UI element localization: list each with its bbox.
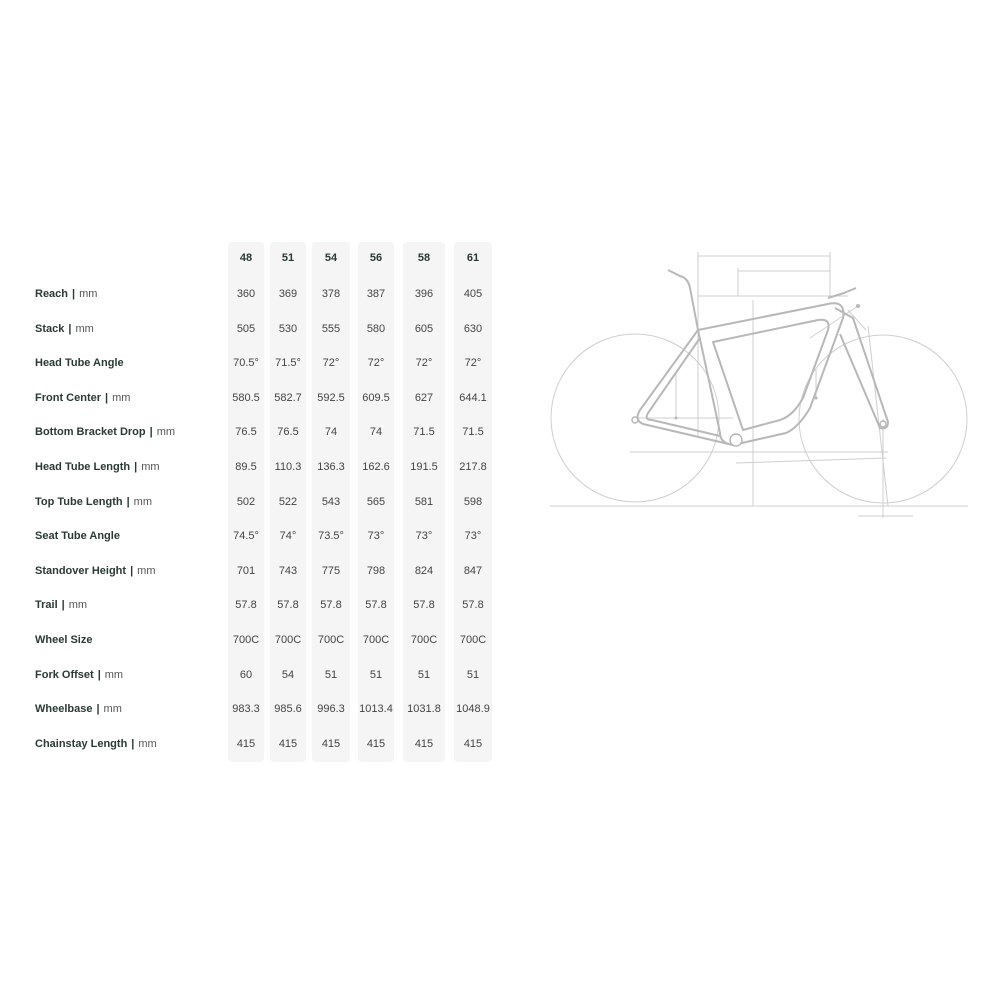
value-cell: 700C — [459, 634, 487, 646]
value-cell: 609.5 — [362, 392, 390, 404]
measurement-unit: mm — [75, 323, 94, 335]
unit-separator: | — [134, 461, 138, 473]
value-cell: 644.1 — [459, 392, 487, 404]
measurement-name: Head Tube Length — [35, 461, 131, 473]
value-cell: 76.5 — [235, 426, 257, 438]
measurement-name: Fork Offset — [35, 669, 94, 681]
value-cell: 415 — [278, 738, 298, 750]
unit-separator: | — [126, 496, 130, 508]
value-cell: 369 — [278, 288, 298, 300]
fork — [835, 308, 888, 428]
value-cell: 700C — [362, 634, 390, 646]
row-label — [35, 288, 235, 300]
value-cell: 522 — [278, 496, 298, 508]
value-cell: 74 — [369, 426, 383, 438]
row-label — [35, 738, 235, 750]
unit-separator: | — [96, 703, 100, 715]
measurement-unit: mm — [103, 703, 122, 715]
value-cell: 996.3 — [317, 703, 345, 715]
value-cell: 136.3 — [317, 461, 345, 473]
measurement-unit: mm — [133, 496, 152, 508]
measurement-name: Bottom Bracket Drop — [35, 426, 146, 438]
value-cell: 74 — [324, 426, 338, 438]
unit-separator: | — [131, 738, 135, 750]
value-cell: 700C — [410, 634, 438, 646]
value-cell: 985.6 — [274, 703, 302, 715]
value-cell: 824 — [414, 565, 434, 577]
value-cell: 580.5 — [232, 392, 260, 404]
unit-separator: | — [72, 288, 76, 300]
value-cell: 502 — [236, 496, 256, 508]
row-label — [35, 461, 235, 473]
value-cell: 60 — [239, 669, 253, 681]
value-cell: 627 — [414, 392, 434, 404]
value-cell: 598 — [463, 496, 483, 508]
unit-separator: | — [61, 599, 65, 611]
value-cell: 89.5 — [235, 461, 257, 473]
measurement-unit: mm — [68, 599, 88, 611]
measurement-name: Front Center — [35, 392, 101, 404]
bike-frame — [698, 303, 843, 445]
value-cell: 415 — [463, 738, 483, 750]
value-cell: 565 — [366, 496, 386, 508]
value-cell: 72° — [367, 357, 385, 369]
value-cell: 217.8 — [459, 461, 487, 473]
value-cell: 605 — [414, 323, 434, 335]
value-cell: 57.8 — [235, 599, 257, 611]
row-label — [35, 634, 235, 646]
value-cell: 51 — [466, 669, 480, 681]
value-cell: 415 — [236, 738, 256, 750]
row-label — [35, 530, 235, 542]
seatpost — [668, 270, 698, 330]
measurement-unit: mm — [79, 288, 98, 300]
value-cell: 582.7 — [274, 392, 302, 404]
value-cell: 73.5° — [318, 530, 344, 542]
value-cell: 580 — [366, 323, 386, 335]
measurement-name: Seat Tube Angle — [35, 530, 120, 542]
measurement-unit: mm — [156, 426, 176, 438]
measurement-name: Stack — [35, 323, 65, 335]
value-cell: 396 — [414, 288, 434, 300]
value-cell: 73° — [464, 530, 482, 542]
value-cell: 72° — [322, 357, 340, 369]
row-label — [35, 496, 235, 508]
unit-separator: | — [105, 392, 109, 404]
row-label — [35, 392, 235, 404]
row-label — [35, 599, 235, 611]
measurement-unit: mm — [137, 565, 156, 577]
unit-separator: | — [97, 669, 101, 681]
value-cell: 110.3 — [274, 461, 302, 473]
measurement-name: Wheel Size — [35, 634, 93, 646]
measurement-unit: mm — [104, 669, 124, 681]
value-cell: 798 — [366, 565, 386, 577]
value-cell: 74.5° — [233, 530, 259, 542]
measurement-unit: mm — [141, 461, 160, 473]
value-cell: 581 — [414, 496, 434, 508]
value-cell: 415 — [414, 738, 434, 750]
value-cell: 701 — [236, 565, 256, 577]
size-header: 56 — [369, 252, 383, 264]
value-cell: 71.5 — [413, 426, 435, 438]
size-header: 61 — [466, 252, 480, 264]
unit-separator: | — [149, 426, 153, 438]
measurement-name: Standover Height — [35, 565, 127, 577]
value-cell: 700C — [232, 634, 260, 646]
value-cell: 543 — [321, 496, 341, 508]
value-cell: 555 — [321, 323, 341, 335]
value-cell: 1048.9 — [456, 703, 490, 715]
value-cell: 592.5 — [317, 392, 345, 404]
value-cell: 405 — [463, 288, 483, 300]
value-cell: 57.8 — [462, 599, 484, 611]
value-cell: 743 — [278, 565, 298, 577]
value-cell: 983.3 — [232, 703, 260, 715]
measurement-name: Trail — [35, 599, 58, 611]
value-cell: 415 — [321, 738, 341, 750]
value-cell: 57.8 — [365, 599, 387, 611]
value-cell: 72° — [464, 357, 482, 369]
value-cell: 57.8 — [413, 599, 435, 611]
value-cell: 74° — [279, 530, 297, 542]
value-cell: 51 — [417, 669, 431, 681]
value-cell: 73° — [367, 530, 385, 542]
value-cell: 415 — [366, 738, 386, 750]
value-cell: 51 — [369, 669, 383, 681]
value-cell: 57.8 — [277, 599, 299, 611]
measurement-name: Reach — [35, 288, 69, 300]
rear-axle — [632, 417, 638, 423]
value-cell: 847 — [463, 565, 483, 577]
measurement-unit: mm — [138, 738, 157, 750]
value-cell: 71.5 — [462, 426, 484, 438]
value-cell: 54 — [281, 669, 295, 681]
unit-separator: | — [68, 323, 72, 335]
value-cell: 360 — [236, 288, 256, 300]
measurement-name: Wheelbase — [35, 703, 93, 715]
measurement-name: Chainstay Length — [35, 738, 128, 750]
value-cell: 191.5 — [410, 461, 438, 473]
measurement-name: Head Tube Angle — [35, 357, 124, 369]
value-cell: 70.5° — [233, 357, 259, 369]
value-cell: 775 — [321, 565, 341, 577]
value-cell: 71.5° — [275, 357, 301, 369]
measurement-name: Top Tube Length — [35, 496, 123, 508]
row-label — [35, 565, 235, 577]
value-cell: 505 — [236, 323, 256, 335]
unit-separator: | — [130, 565, 134, 577]
value-cell: 76.5 — [277, 426, 299, 438]
value-cell: 378 — [321, 288, 341, 300]
row-label — [35, 323, 235, 335]
size-header: 48 — [239, 252, 253, 264]
front-axle — [880, 421, 886, 427]
value-cell: 73° — [415, 530, 433, 542]
bottom-bracket — [730, 434, 742, 446]
value-cell: 1013.4 — [359, 703, 393, 715]
size-header: 58 — [417, 252, 431, 264]
value-cell: 72° — [415, 357, 433, 369]
value-cell: 630 — [463, 323, 483, 335]
size-header: 54 — [324, 252, 338, 264]
value-cell: 530 — [278, 323, 298, 335]
value-cell: 387 — [366, 288, 386, 300]
value-cell: 51 — [324, 669, 338, 681]
measurement-unit: mm — [112, 392, 131, 404]
row-label — [35, 357, 235, 369]
row-label — [35, 669, 235, 681]
size-header: 51 — [281, 252, 295, 264]
row-label — [35, 426, 235, 438]
bike-geometry-diagram — [548, 238, 972, 524]
value-cell: 700C — [274, 634, 302, 646]
value-cell: 162.6 — [362, 461, 390, 473]
value-cell: 1031.8 — [407, 703, 441, 715]
value-cell: 57.8 — [320, 599, 342, 611]
row-label — [35, 703, 235, 715]
value-cell: 700C — [317, 634, 345, 646]
